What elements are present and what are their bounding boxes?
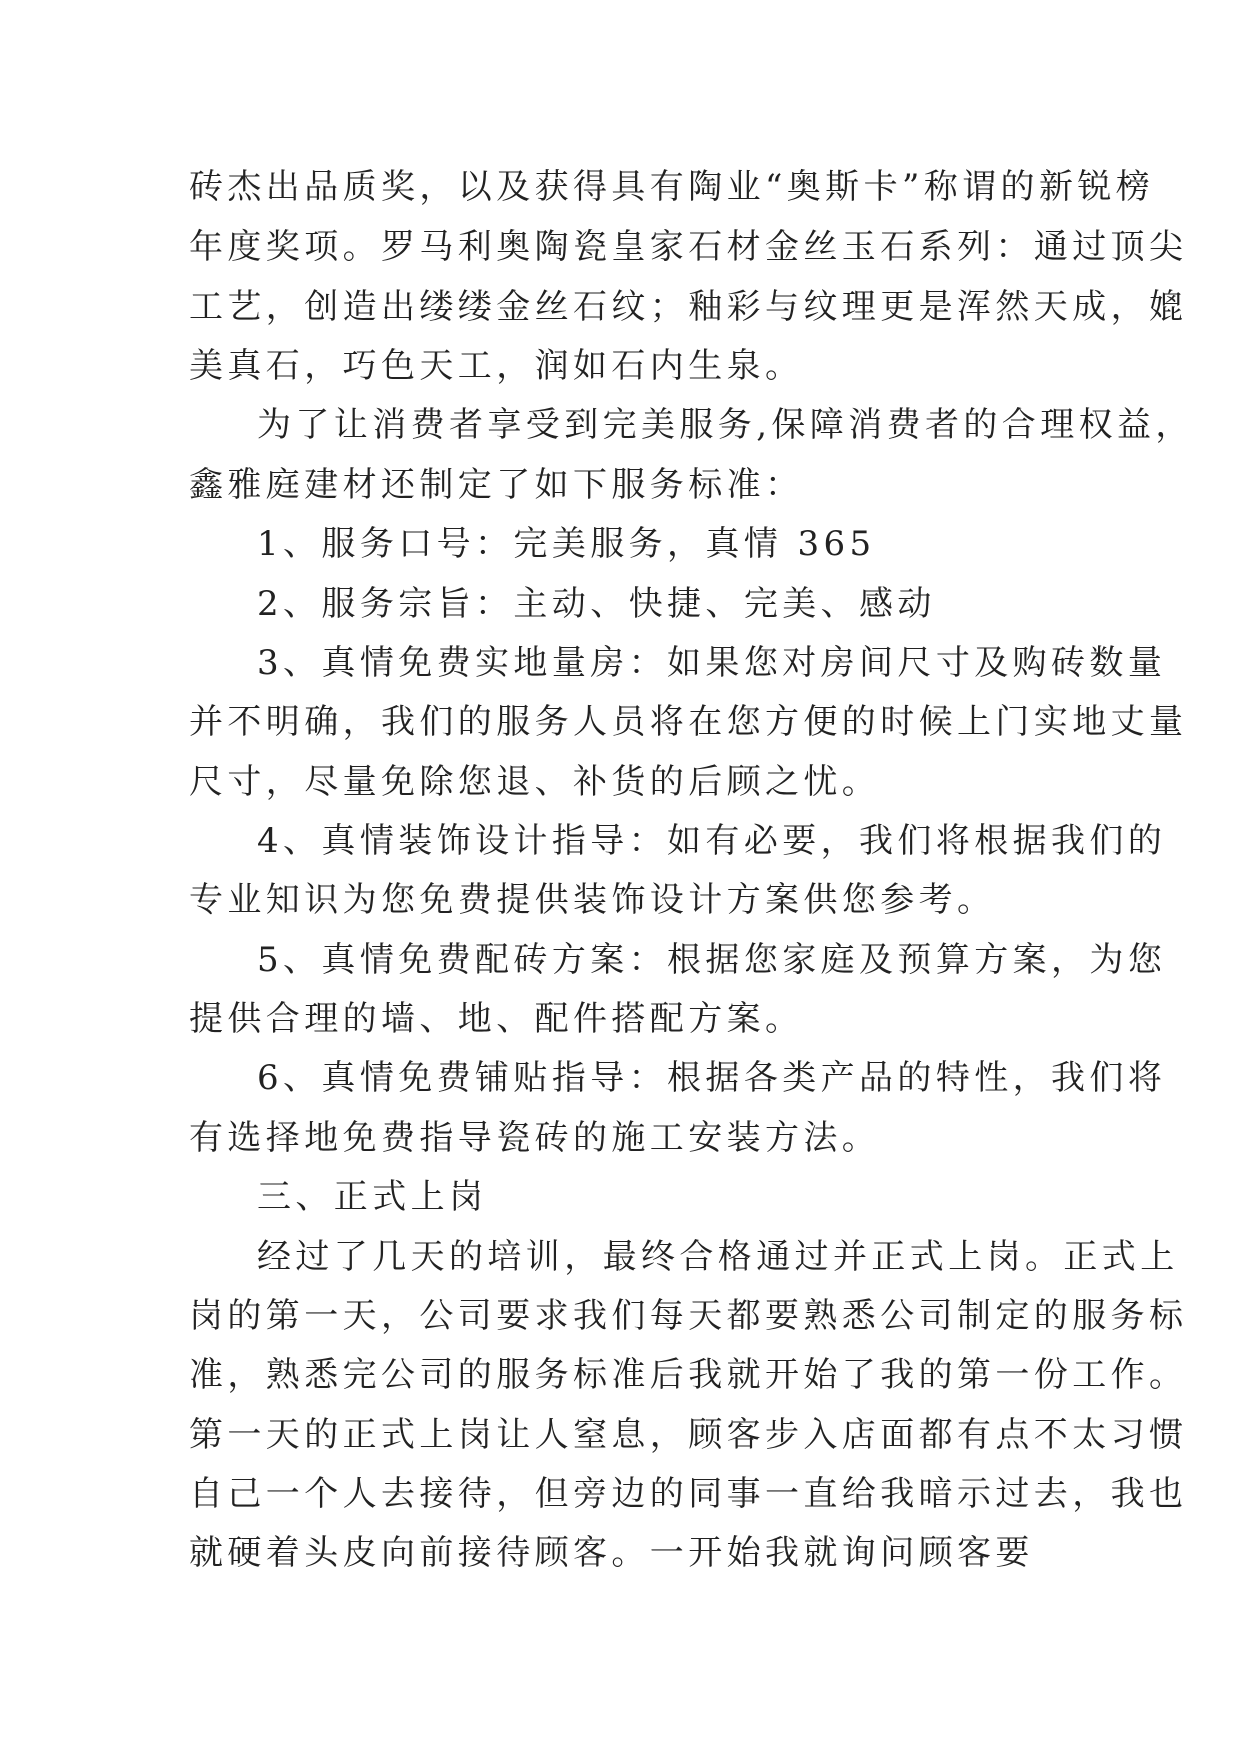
text-line: 鑫雅庭建材还制定了如下服务标准： [189,465,804,505]
text-line: 有选择地免费指导瓷砖的施工安装方法。 [189,1118,881,1158]
text-line: 就硬着头皮向前接待顾客。一开始我就询问顾客要 [189,1533,1034,1573]
list-item-1: 1、服务口号：完美服务，真情 365 [257,524,876,564]
text-line: 准，熟悉完公司的服务标准后我就开始了我的第一份工作。 [189,1355,1188,1395]
text-line: 第一天的正式上岗让人窒息，顾客步入店面都有点不太习惯 [189,1415,1188,1455]
text-line: 尺寸，尽量免除您退、补货的后顾之忧。 [189,762,881,802]
text-line: 自己一个人去接待，但旁边的同事一直给我暗示过去，我也 [189,1474,1188,1514]
text-line: 砖杰出品质奖，以及获得具有陶业“奥斯卡”称谓的新锐榜 [189,167,1155,207]
list-item-4: 4、真情装饰设计指导：如有必要，我们将根据我们的 [257,821,1167,861]
text-line: 岗的第一天，公司要求我们每天都要熟悉公司制定的服务标 [189,1296,1188,1336]
text-line: 专业知识为您免费提供装饰设计方案供您参考。 [189,880,996,920]
text-line: 工艺，创造出缕缕金丝石纹；釉彩与纹理更是浑然天成，媲 [189,287,1188,327]
list-item-3: 3、真情免费实地量房：如果您对房间尺寸及购砖数量 [257,643,1167,683]
text-line: 并不明确，我们的服务人员将在您方便的时候上门实地丈量 [189,702,1188,742]
paragraph-first-line: 经过了几天的培训，最终合格通过并正式上岗。正式上 [257,1237,1179,1277]
list-item-6: 6、真情免费铺贴指导：根据各类产品的特性，我们将 [257,1058,1167,1098]
text-line: 年度奖项。罗马利奥陶瓷皇家石材金丝玉石系列：通过顶尖 [189,227,1188,267]
text-line: 提供合理的墙、地、配件搭配方案。 [189,999,804,1039]
text-line: 美真石，巧色天工，润如石内生泉。 [189,346,804,386]
paragraph-first-line: 为了让消费者享受到完美服务,保障消费者的合理权益， [257,405,1194,445]
list-item-5: 5、真情免费配砖方案：根据您家庭及预算方案，为您 [257,940,1167,980]
list-item-2: 2、服务宗旨：主动、快捷、完美、感动 [257,584,936,624]
section-heading: 三、正式上岗 [257,1177,488,1217]
